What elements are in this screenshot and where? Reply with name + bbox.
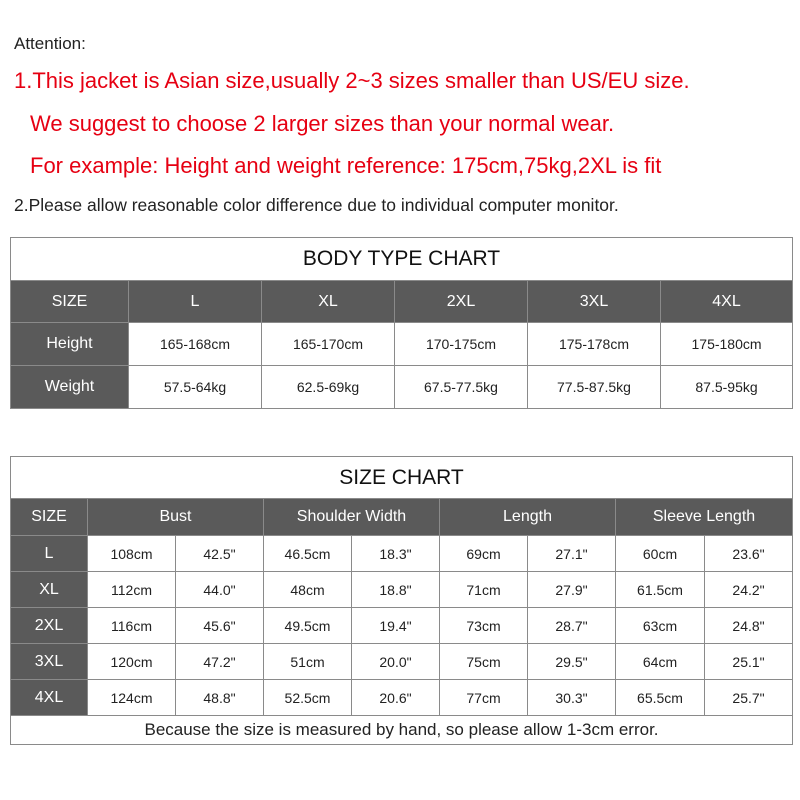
table-cell: 120cm: [88, 644, 176, 680]
table-row: [11, 572, 793, 608]
table-cell: 24.2": [705, 572, 793, 608]
notice-color-difference: 2.Please allow reasonable color difference due to individual computer monitor.: [14, 195, 619, 215]
table-cell: 23.6": [705, 536, 793, 572]
table-cell: 20.0": [352, 644, 440, 680]
table-cell: 116cm: [88, 608, 176, 644]
body-chart-size-col: L: [129, 281, 262, 323]
size-chart-footer-note: Because the size is measured by hand, so please allow 1-3cm error.: [11, 716, 793, 745]
notice-asian-size: 1.This jacket is Asian size,usually 2~3 sizes smaller than US/EU size.: [14, 68, 690, 93]
body-chart-size-col: 3XL: [528, 281, 661, 323]
row-label: Weight: [11, 366, 129, 409]
table-cell: 60cm: [616, 536, 705, 572]
size-label: XL: [11, 572, 88, 608]
table-row: [11, 644, 793, 680]
size-chart-size-header: SIZE: [11, 499, 88, 536]
size-label: 3XL: [11, 644, 88, 680]
table-cell: 75cm: [440, 644, 528, 680]
table-cell: 44.0": [176, 572, 264, 608]
table-cell: 175-180cm: [661, 323, 793, 366]
table-cell: 77cm: [440, 680, 528, 716]
table-cell: 20.6": [352, 680, 440, 716]
table-cell: 19.4": [352, 608, 440, 644]
table-row: [11, 608, 793, 644]
body-chart-size-header: SIZE: [11, 281, 129, 323]
table-cell: 46.5cm: [264, 536, 352, 572]
body-type-chart: [10, 237, 793, 409]
table-cell: 77.5-87.5kg: [528, 366, 661, 409]
table-cell: 18.3": [352, 536, 440, 572]
body-chart-size-col: 4XL: [661, 281, 793, 323]
table-cell: 52.5cm: [264, 680, 352, 716]
size-label: 2XL: [11, 608, 88, 644]
table-cell: 65.5cm: [616, 680, 705, 716]
size-chart-title: SIZE CHART: [11, 457, 793, 499]
body-chart-size-col: XL: [262, 281, 395, 323]
table-cell: 51cm: [264, 644, 352, 680]
size-chart-shoulder-header: Shoulder Width: [264, 499, 440, 536]
notice-example: For example: Height and weight reference: 175cm,75kg,2XL is fit: [30, 153, 662, 178]
attention-label: Attention:: [14, 34, 86, 53]
table-cell: 175-178cm: [528, 323, 661, 366]
table-cell: 64cm: [616, 644, 705, 680]
body-chart-size-col: 2XL: [395, 281, 528, 323]
table-cell: 87.5-95kg: [661, 366, 793, 409]
table-cell: 24.8": [705, 608, 793, 644]
table-row: [11, 536, 793, 572]
size-chart-bust-header: Bust: [88, 499, 264, 536]
table-cell: 108cm: [88, 536, 176, 572]
table-cell: 29.5": [528, 644, 616, 680]
table-cell: 28.7": [528, 608, 616, 644]
table-cell: 27.9": [528, 572, 616, 608]
body-chart-title: BODY TYPE CHART: [11, 238, 793, 281]
size-chart-length-header: Length: [440, 499, 616, 536]
table-cell: 48cm: [264, 572, 352, 608]
table-cell: 165-170cm: [262, 323, 395, 366]
table-cell: 27.1": [528, 536, 616, 572]
size-chart-sleeve-header: Sleeve Length: [616, 499, 793, 536]
size-label: L: [11, 536, 88, 572]
body-chart-row-height: [11, 323, 793, 366]
notice-suggestion: We suggest to choose 2 larger sizes than your normal wear.: [30, 111, 615, 136]
table-cell: 62.5-69kg: [262, 366, 395, 409]
row-label: Height: [11, 323, 129, 366]
table-cell: 61.5cm: [616, 572, 705, 608]
table-cell: 25.7": [705, 680, 793, 716]
body-chart-row-weight: [11, 366, 793, 409]
table-cell: 30.3": [528, 680, 616, 716]
table-cell: 165-168cm: [129, 323, 262, 366]
table-cell: 69cm: [440, 536, 528, 572]
table-cell: 49.5cm: [264, 608, 352, 644]
table-cell: 170-175cm: [395, 323, 528, 366]
table-cell: 18.8": [352, 572, 440, 608]
size-chart: [10, 456, 793, 745]
table-cell: 112cm: [88, 572, 176, 608]
table-cell: 42.5": [176, 536, 264, 572]
table-cell: 73cm: [440, 608, 528, 644]
table-cell: 71cm: [440, 572, 528, 608]
size-label: 4XL: [11, 680, 88, 716]
table-cell: 124cm: [88, 680, 176, 716]
table-cell: 67.5-77.5kg: [395, 366, 528, 409]
table-cell: 25.1": [705, 644, 793, 680]
table-cell: 48.8": [176, 680, 264, 716]
table-cell: 45.6": [176, 608, 264, 644]
table-row: [11, 680, 793, 716]
table-cell: 57.5-64kg: [129, 366, 262, 409]
table-cell: 47.2": [176, 644, 264, 680]
table-cell: 63cm: [616, 608, 705, 644]
